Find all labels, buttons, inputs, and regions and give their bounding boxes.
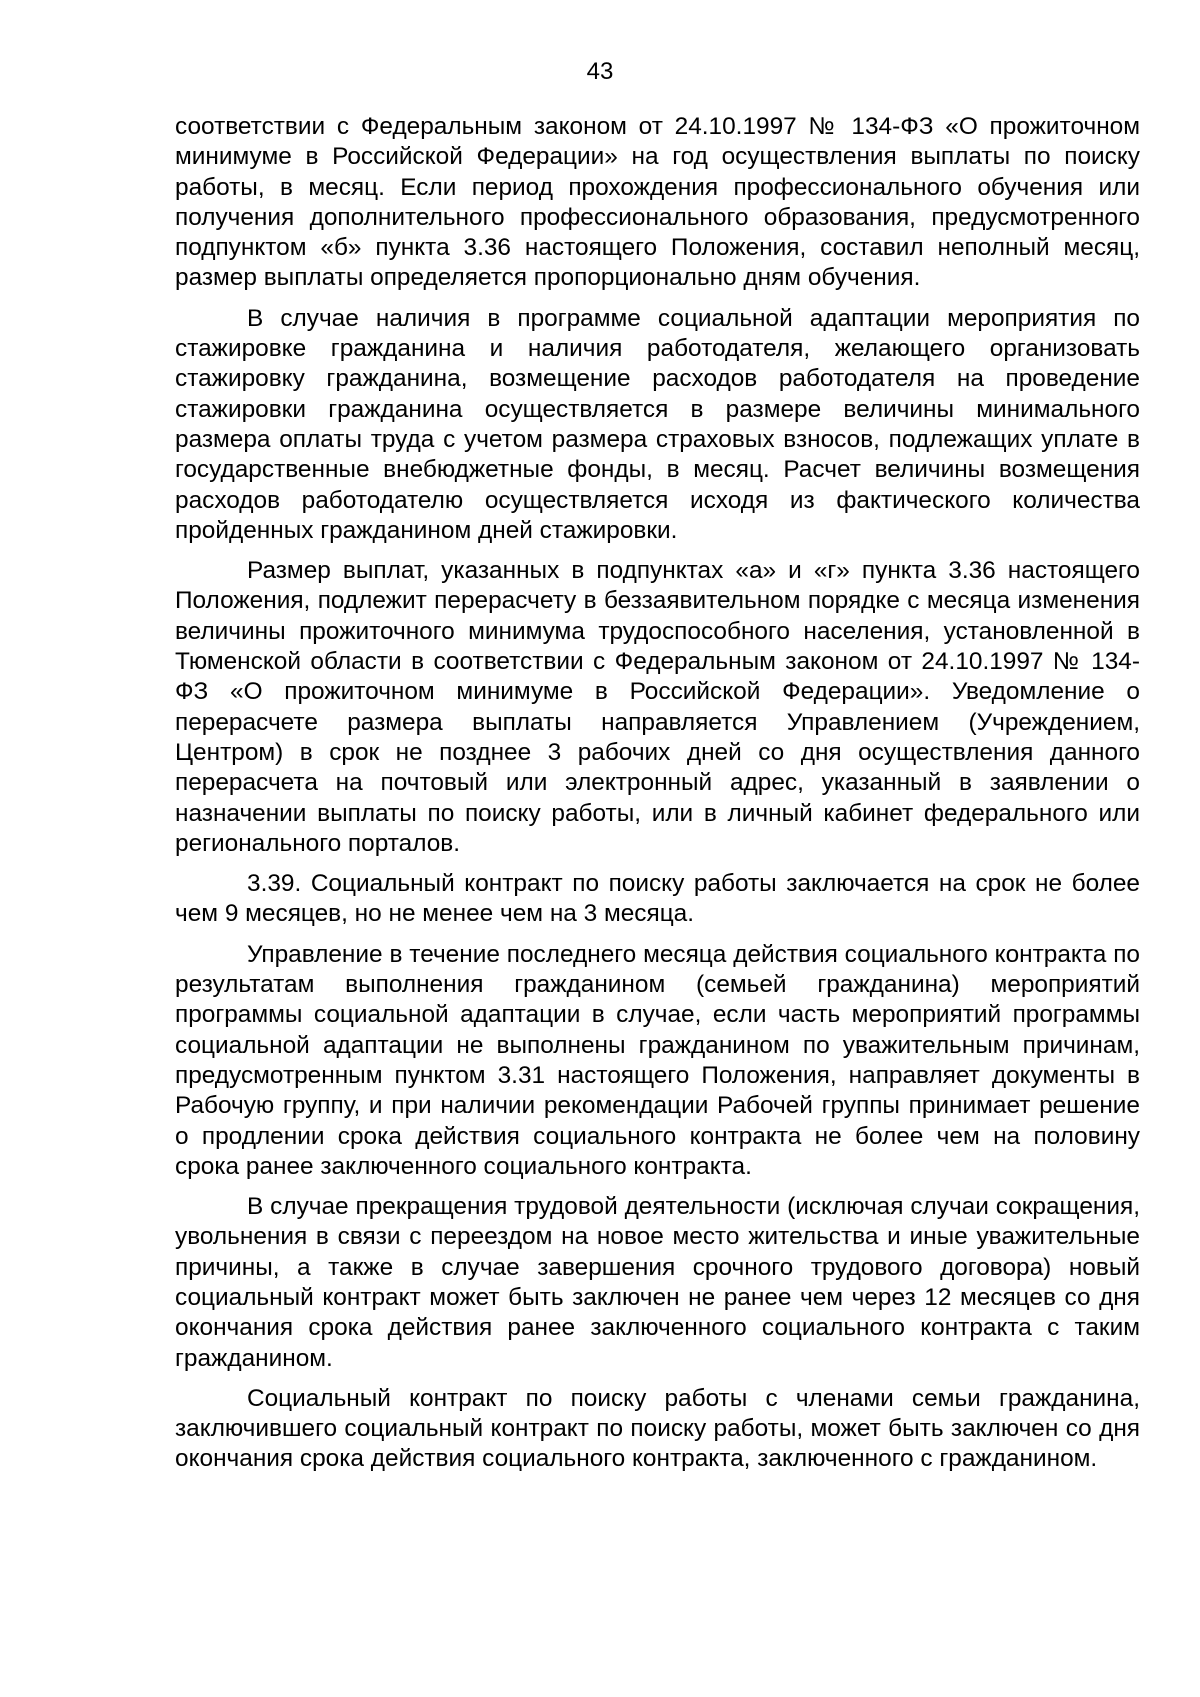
document-body — [175, 112, 1140, 1485]
paragraph-family-members: Социальный контракт по поиску работы с членами семьи гражданина, заключившего социальный контракт по поиску работы, может быть заключен со дня окончания срока действия социального контракта, заключенного с гражданином. — [175, 1384, 1140, 1473]
paragraph-clause-3-39: 3.39. Социальный контракт по поиску работы заключается на срок не более чем 9 месяцев, но не менее чем на 3 месяца. — [175, 870, 1140, 928]
paragraph-continuation: соответствии с Федеральным законом от 24.10.1997 № 134-ФЗ «О прожиточном минимуме в Российской Федерации» на год осуществления выплаты по поиску работы, в месяц. Если период прохождения профессионального обучения или получения дополнительного профессионального образования, предусмотренного подпунктом «б» пункта 3.36 настоящего Положения, составил неполный месяц, размер выплаты определяется пропорционально дням обучения. — [175, 113, 1140, 292]
paragraph-contract-extension: Управление в течение последнего месяца действия социального контракта по результатам выполнения гражданином (семьей гражданина) мероприятий программы социальной адаптации в случае, если часть мероприятий программы социальной адаптации не выполнены гражданином по уважительным причинам, предусмотренным пунктом 3.31 настоящего Положения, направляет документы в Рабочую группу, и при наличии рекомендации Рабочей группы принимает решение о продлении срока действия социального контракта не более чем на половину срока ранее заключенного социального контракта. — [175, 940, 1140, 1180]
paragraph-payment-recalculation: Размер выплат, указанных в подпунктах «а» и «г» пункта 3.36 настоящего Положения, подлежит перерасчету в беззаявительном порядке с месяца изменения величины прожиточного минимума трудоспособного населения, установленной в Тюменской области в соответствии с Федеральным законом от 24.10.1997 № 134-ФЗ «О прожиточном минимуме в Российской Федерации». Уведомление о перерасчете размера выплаты направляется Управлением (Учреждением, Центром) в срок не позднее 3 рабочих дней со дня осуществления данного перерасчета на почтовый или электронный адрес, указанный в заявлении о назначении выплаты по поиску работы, или в личный кабинет федерального или регионального порталов. — [175, 557, 1140, 857]
paragraph-termination-rule: В случае прекращения трудовой деятельности (исключая случаи сокращения, увольнения в связи с переездом на новое место жительства и иные уважительные причины, а также в случае завершения срочного трудового договора) новый социальный контракт может быть заключен не ранее чем через 12 месяцев со дня окончания срока действия ранее заключенного социального контракта с таким гражданином. — [175, 1193, 1140, 1372]
page-number: 43 — [586, 58, 614, 85]
paragraph-internship-compensation: В случае наличия в программе социальной адаптации мероприятия по стажировке гражданина и наличия работодателя, желающего организовать стажировку гражданина, возмещение расходов работодателя на проведение стажировки гражданина осуществляется в размере величины минимального размера оплаты труда с учетом размера страховых взносов, подлежащих уплате в государственные внебюджетные фонды, в месяц. Расчет величины возмещения расходов работодателю осуществляется исходя из фактического количества пройденных гражданином дней стажировки. — [175, 304, 1140, 544]
